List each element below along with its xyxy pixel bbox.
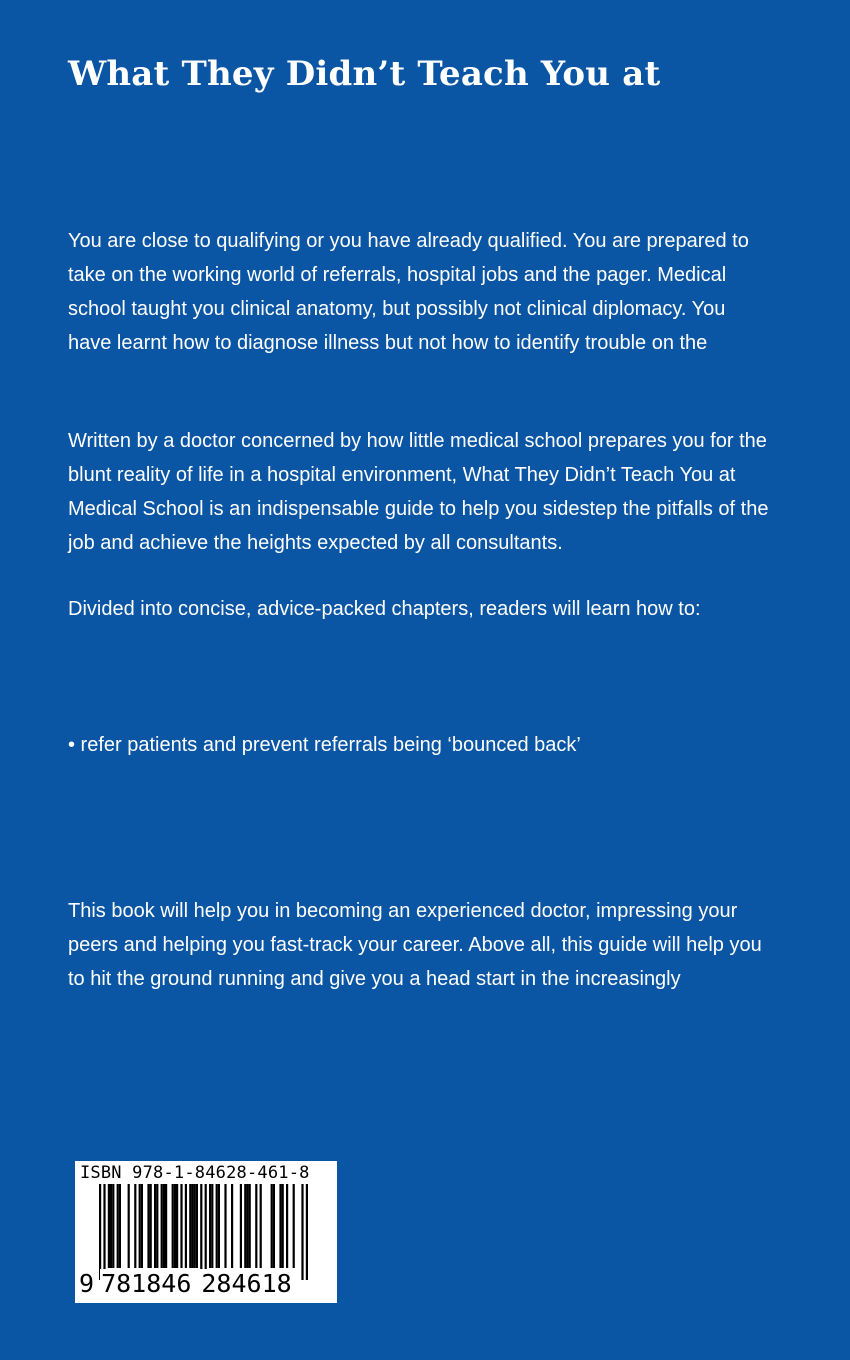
barcode-bar (112, 1184, 114, 1268)
barcode-bar (279, 1184, 281, 1268)
description-line: Written by a doctor concerned by how little medical school prepares you for the (68, 430, 767, 452)
barcode-bar (191, 1184, 193, 1268)
barcode-bar (99, 1184, 101, 1280)
barcode-bar (293, 1184, 295, 1268)
barcode-bar (134, 1184, 136, 1268)
barcode-bar (216, 1184, 218, 1268)
closing-line: peers and helping you fast-track your career. Above all, this guide will help you (68, 934, 762, 956)
barcode-bar (244, 1184, 246, 1268)
description-line: job and achieve the heights expected by all consultants. (68, 532, 563, 554)
barcode-bar (110, 1184, 112, 1268)
closing-line: This book will help you in becoming an experienced doctor, impressing your (68, 900, 738, 922)
closing-paragraph (68, 894, 768, 996)
barcode-bar (282, 1184, 284, 1268)
bullet-list (68, 728, 768, 762)
barcode-bar (108, 1184, 110, 1268)
barcode-bar (224, 1184, 226, 1268)
barcode-bar (117, 1184, 119, 1268)
barcode-bar (185, 1184, 187, 1268)
ean-left-group: 781846 (101, 1269, 192, 1298)
barcode-bar (139, 1184, 141, 1268)
barcode-bar (172, 1184, 174, 1268)
barcode-bar (154, 1184, 156, 1268)
intro-line: take on the working world of referrals, hospital jobs and the pager. Medical (68, 264, 727, 286)
intro-line: have learnt how to diagnose illness but not how to identify trouble on the (68, 332, 708, 354)
barcode-bar (147, 1184, 149, 1268)
barcode-bar (165, 1184, 167, 1268)
intro-line: You are close to qualifying or you have already qualified. You are prepared to (68, 230, 749, 252)
barcode-bar (176, 1184, 178, 1268)
barcode-bar (163, 1184, 165, 1268)
barcode-bar (231, 1184, 233, 1268)
barcode-bar (196, 1184, 198, 1268)
closing-line: to hit the ground running and give you a head start in the increasingly (68, 968, 681, 990)
barcode-bar (150, 1184, 152, 1268)
barcode-bar (211, 1184, 213, 1268)
barcode-bar (180, 1184, 182, 1268)
barcode-bar (194, 1184, 196, 1268)
barcode-bar (240, 1184, 242, 1268)
barcode-bar (174, 1184, 176, 1268)
barcode-bar (301, 1184, 303, 1280)
barcode-bar (141, 1184, 143, 1268)
description-line: Medical School is an indispensable guide to help you sidestep the pitfalls of the (68, 498, 769, 520)
ean-digits (79, 1269, 293, 1299)
barcode-bar (286, 1184, 288, 1268)
ean-right-group: 284618 (201, 1269, 292, 1298)
barcode-bar (189, 1184, 191, 1268)
description-paragraph (68, 424, 768, 560)
barcode-bar (260, 1184, 262, 1268)
barcode-bar (156, 1184, 158, 1268)
barcode-bar (255, 1184, 257, 1268)
barcode-bar (128, 1184, 130, 1268)
barcode-bar (249, 1184, 251, 1268)
barcode-bar (271, 1184, 273, 1268)
barcode-bar (161, 1184, 163, 1268)
barcode-bar (246, 1184, 248, 1268)
isbn-label: ISBN 978-1-84628-461-8 (80, 1163, 310, 1183)
barcode-bar (218, 1184, 220, 1268)
intro-line: school taught you clinical anatomy, but possibly not clinical diplomacy. You (68, 298, 726, 320)
barcode-bar (273, 1184, 275, 1268)
chapters-intro (68, 592, 768, 626)
description-line: blunt reality of life in a hospital environment, What They Didn’t Teach You at (68, 464, 736, 486)
barcode-bar (205, 1184, 207, 1280)
chapters-intro-line: Divided into concise, advice-packed chapters, readers will learn how to: (68, 598, 701, 620)
bullet-item: • refer patients and prevent referrals being ‘bounced back’ (68, 734, 581, 756)
barcode-bar (306, 1184, 308, 1280)
barcode-bar (200, 1184, 202, 1280)
book-title: What They Didn’t Teach You at (68, 54, 661, 94)
isbn-barcode (75, 1161, 337, 1303)
barcode-bar (209, 1184, 211, 1268)
barcode-bar (103, 1184, 105, 1280)
barcode-bar (119, 1184, 121, 1268)
intro-paragraph (68, 224, 768, 360)
ean-first-digit: 9 (79, 1269, 95, 1298)
